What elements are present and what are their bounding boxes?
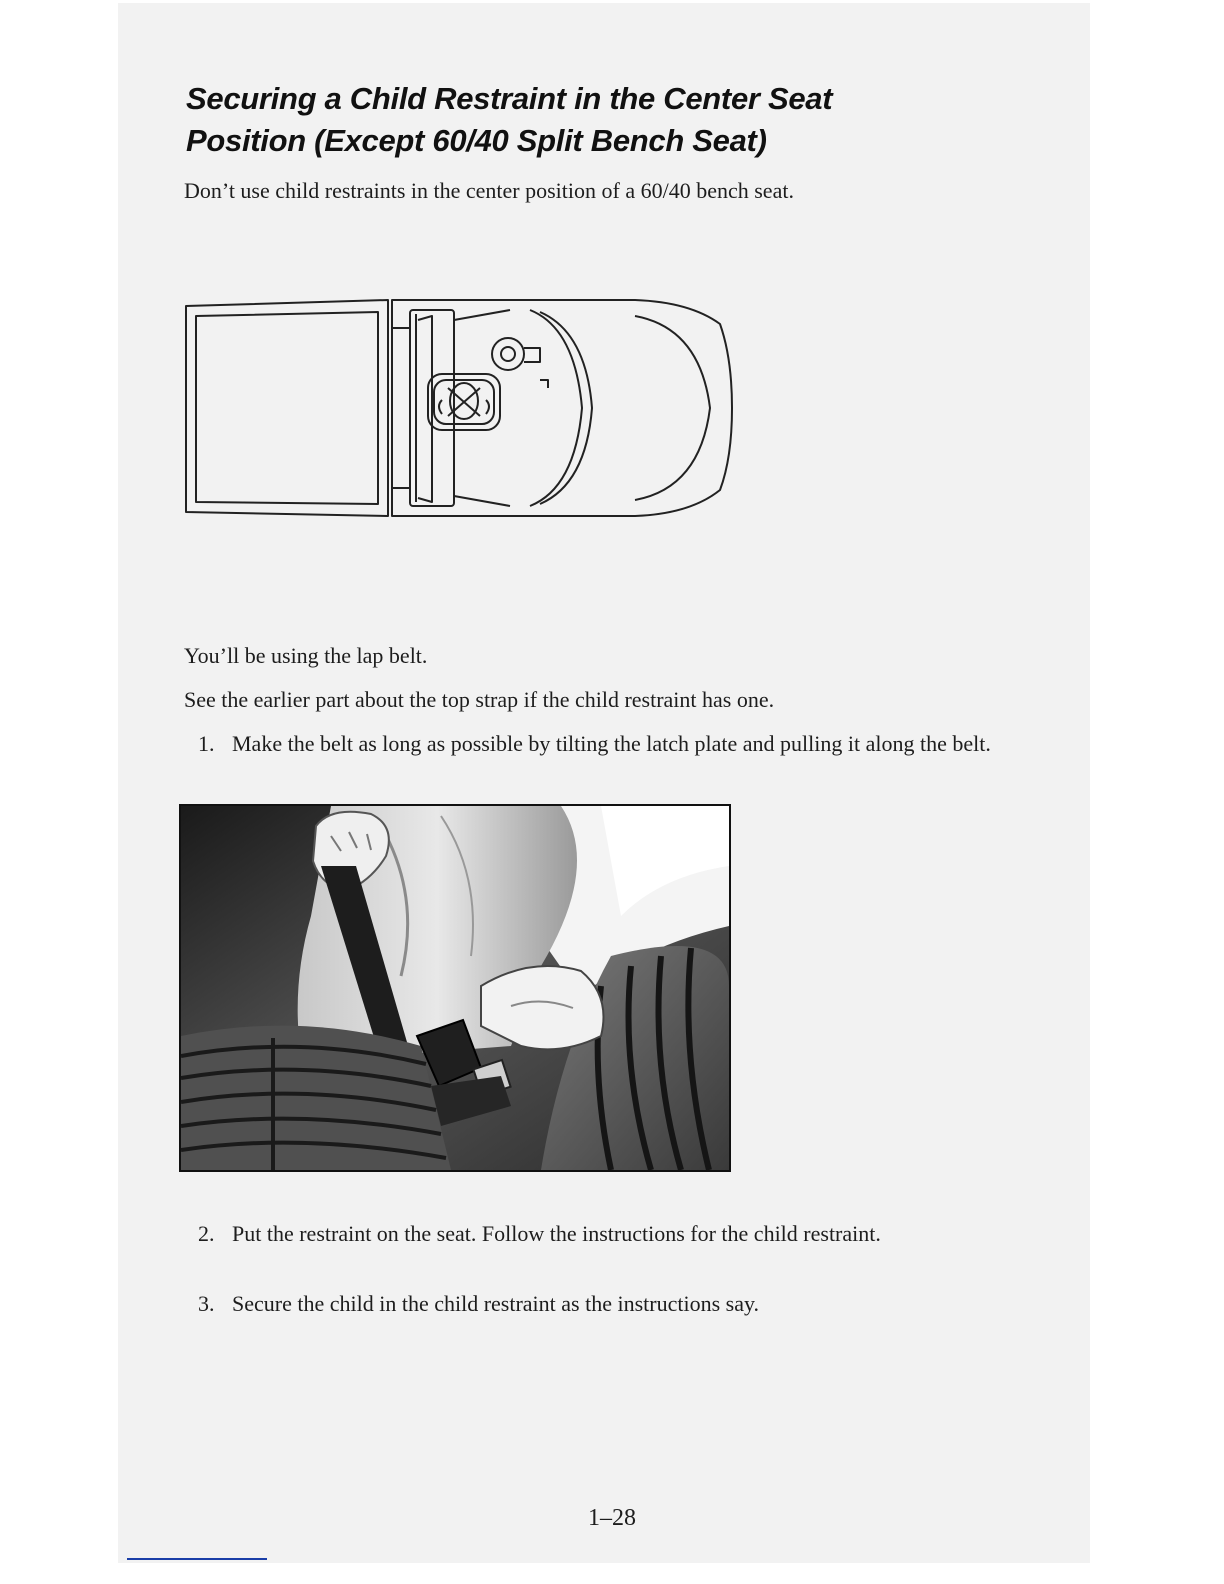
step-number: 3. xyxy=(198,1291,215,1316)
step-text: Put the restraint on the seat. Follow the instructions for the child restraint. xyxy=(232,1221,881,1246)
lap-belt-latch-plate-photo xyxy=(179,804,731,1172)
intro-text: Don’t use child restraints in the center position of a 60/40 bench seat. xyxy=(184,178,794,203)
heading-line-1: Securing a Child Restraint in the Center Seat xyxy=(186,81,833,116)
section-heading xyxy=(186,78,946,162)
step-text: Make the belt as long as possible by tilting the latch plate and pulling it along the belt. xyxy=(232,731,991,756)
photo-illustration xyxy=(181,806,729,1170)
step-3 xyxy=(198,1290,1018,1322)
heading-line-2: Position (Except 60/40 Split Bench Seat) xyxy=(186,123,767,158)
paragraph-top-strap: See the earlier part about the top strap if the child restraint has one. xyxy=(184,687,775,712)
step-number: 1. xyxy=(198,731,215,756)
truck-top-view-child-seat-icon xyxy=(180,288,740,524)
step-1 xyxy=(198,730,1018,790)
page-number: 1–28 xyxy=(588,1505,636,1531)
step-text: Secure the child in the child restraint as the instructions say. xyxy=(232,1291,760,1316)
paragraph-lap-belt: You’ll be using the lap belt. xyxy=(184,643,428,668)
footer-rule xyxy=(127,1558,267,1560)
step-2 xyxy=(198,1220,1018,1280)
step-number: 2. xyxy=(198,1221,215,1246)
